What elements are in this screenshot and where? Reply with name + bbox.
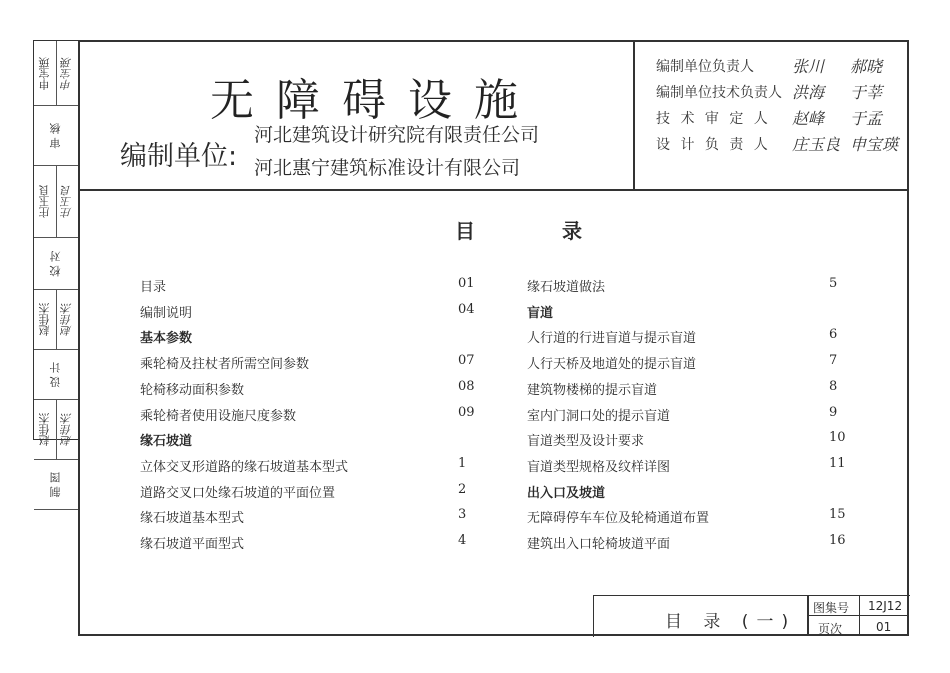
toc-entry[interactable]: 盲道类型及设计要求 xyxy=(527,434,645,450)
toc-entry[interactable]: 缘石坡道 xyxy=(140,434,193,450)
toc-entry[interactable]: 缘石坡道做法 xyxy=(527,280,606,295)
strip-cell xyxy=(34,460,78,510)
toc-page: 09 xyxy=(458,404,475,420)
signature: 于孟 xyxy=(850,109,883,128)
toc-entry[interactable]: 轮椅移动面积参数 xyxy=(140,382,245,398)
strip-cell xyxy=(34,238,78,290)
toc-page: 9 xyxy=(829,404,838,420)
toc-page: 6 xyxy=(829,327,838,343)
atlas-label: 图集号 xyxy=(813,601,850,615)
toc-entry[interactable]: 乘轮椅及拄杖者所需空间参数 xyxy=(140,357,310,373)
responsible-role: 设 计 负 责 人 xyxy=(656,137,771,153)
sheet-title: 目 录 (一) xyxy=(665,612,797,632)
strip-label: 校 对 xyxy=(49,250,62,277)
toc-entry[interactable]: 无障碍停车车位及轮椅通道布置 xyxy=(527,511,710,527)
responsible-role: 编制单位负责人 xyxy=(656,59,754,75)
unit-label: 编制单位: xyxy=(120,141,238,172)
signature: 洪海 xyxy=(792,83,825,102)
signature: 申宝瑛 xyxy=(850,135,899,154)
toc-entry[interactable]: 缘石坡道平面型式 xyxy=(140,537,245,552)
unit-2: 河北惠宁建筑标准设计有限公司 xyxy=(254,157,521,179)
strip-signature: 庄玉良 xyxy=(60,185,74,218)
toc-entry[interactable]: 缘石坡道基本型式 xyxy=(140,511,245,527)
signature: 赵峰 xyxy=(792,109,825,128)
header-divider xyxy=(78,189,909,191)
toc-entry[interactable]: 建筑物楼梯的提示盲道 xyxy=(527,382,658,398)
strip-signature: 赵佳杰 xyxy=(60,413,74,446)
toc-page: 7 xyxy=(829,353,838,369)
strip-cell xyxy=(34,400,78,460)
approval-strip xyxy=(33,40,78,498)
strip-cell xyxy=(34,106,78,166)
toc-entry[interactable]: 人行道的行进盲道与提示盲道 xyxy=(527,331,697,347)
unit-1: 河北建筑设计研究院有限责任公司 xyxy=(254,124,540,146)
strip-cell xyxy=(34,290,78,350)
strip-name: 申宝瑛 xyxy=(37,56,51,90)
toc-page: 04 xyxy=(458,301,475,317)
toc-entry[interactable]: 编制说明 xyxy=(140,305,193,321)
toc-entry[interactable]: 盲道 xyxy=(527,305,554,321)
strip-label: 制 图 xyxy=(49,471,62,498)
responsible-role: 编制单位技术负责人 xyxy=(656,85,782,101)
toc-page: 01 xyxy=(458,276,475,291)
toc-entry[interactable]: 室内门洞口处的提示盲道 xyxy=(527,408,671,424)
toc-page: 16 xyxy=(829,533,846,548)
strip-signature: 申宝瑛 xyxy=(60,56,74,90)
atlas-number: 12J12 xyxy=(868,599,903,613)
toc-page: 07 xyxy=(458,353,475,369)
strip-label: 设 计 xyxy=(49,361,62,388)
toc-page: 10 xyxy=(829,430,846,446)
page-number: 01 xyxy=(876,620,892,634)
toc-page: 08 xyxy=(458,378,475,394)
toc-page: 3 xyxy=(458,507,467,523)
toc-page: 5 xyxy=(829,276,838,291)
toc-page: 4 xyxy=(458,533,467,548)
strip-label: 审 核 xyxy=(49,122,62,149)
signature: 郝晓 xyxy=(850,57,883,76)
toc-entry[interactable]: 基本参数 xyxy=(140,331,193,347)
signature: 庄玉良 xyxy=(792,135,841,154)
strip-name: 庄玉良 xyxy=(37,185,51,218)
strip-cell xyxy=(34,41,78,106)
strip-cell xyxy=(34,166,78,238)
toc-heading: 目 录 xyxy=(455,219,622,243)
signature: 张川 xyxy=(792,57,825,76)
toc-entry[interactable]: 立体交叉形道路的缘石坡道基本型式 xyxy=(140,459,349,475)
toc-entry[interactable]: 出入口及坡道 xyxy=(527,485,606,501)
toc-entry[interactable]: 人行天桥及地道处的提示盲道 xyxy=(527,357,697,373)
toc-entry[interactable]: 建筑出入口轮椅坡道平面 xyxy=(527,537,671,552)
toc-page: 8 xyxy=(829,378,838,394)
signature: 于莘 xyxy=(850,83,883,102)
toc-page: 11 xyxy=(829,455,846,471)
strip-signature: 赵佳杰 xyxy=(60,303,74,336)
page-label: 页次 xyxy=(818,622,843,636)
toc-page: 2 xyxy=(458,481,467,497)
atlas-title: 无障碍设施 xyxy=(210,75,540,126)
toc-page: 15 xyxy=(829,507,846,523)
responsible-role: 技 术 审 定 人 xyxy=(656,111,771,127)
toc-entry[interactable]: 盲道类型规格及纹样详图 xyxy=(527,459,671,475)
toc-entry[interactable]: 乘轮椅者使用设施尺度参数 xyxy=(140,408,297,424)
strip-cell xyxy=(34,350,78,400)
toc-page: 1 xyxy=(458,455,467,471)
toc-entry[interactable]: 目录 xyxy=(140,280,167,295)
header-vdivider xyxy=(633,40,635,190)
toc-entry[interactable]: 道路交叉口处缘石坡道的平面位置 xyxy=(140,485,336,501)
strip-name: 赵佳杰 xyxy=(37,303,51,336)
strip-name: 赵佳杰 xyxy=(37,413,51,446)
